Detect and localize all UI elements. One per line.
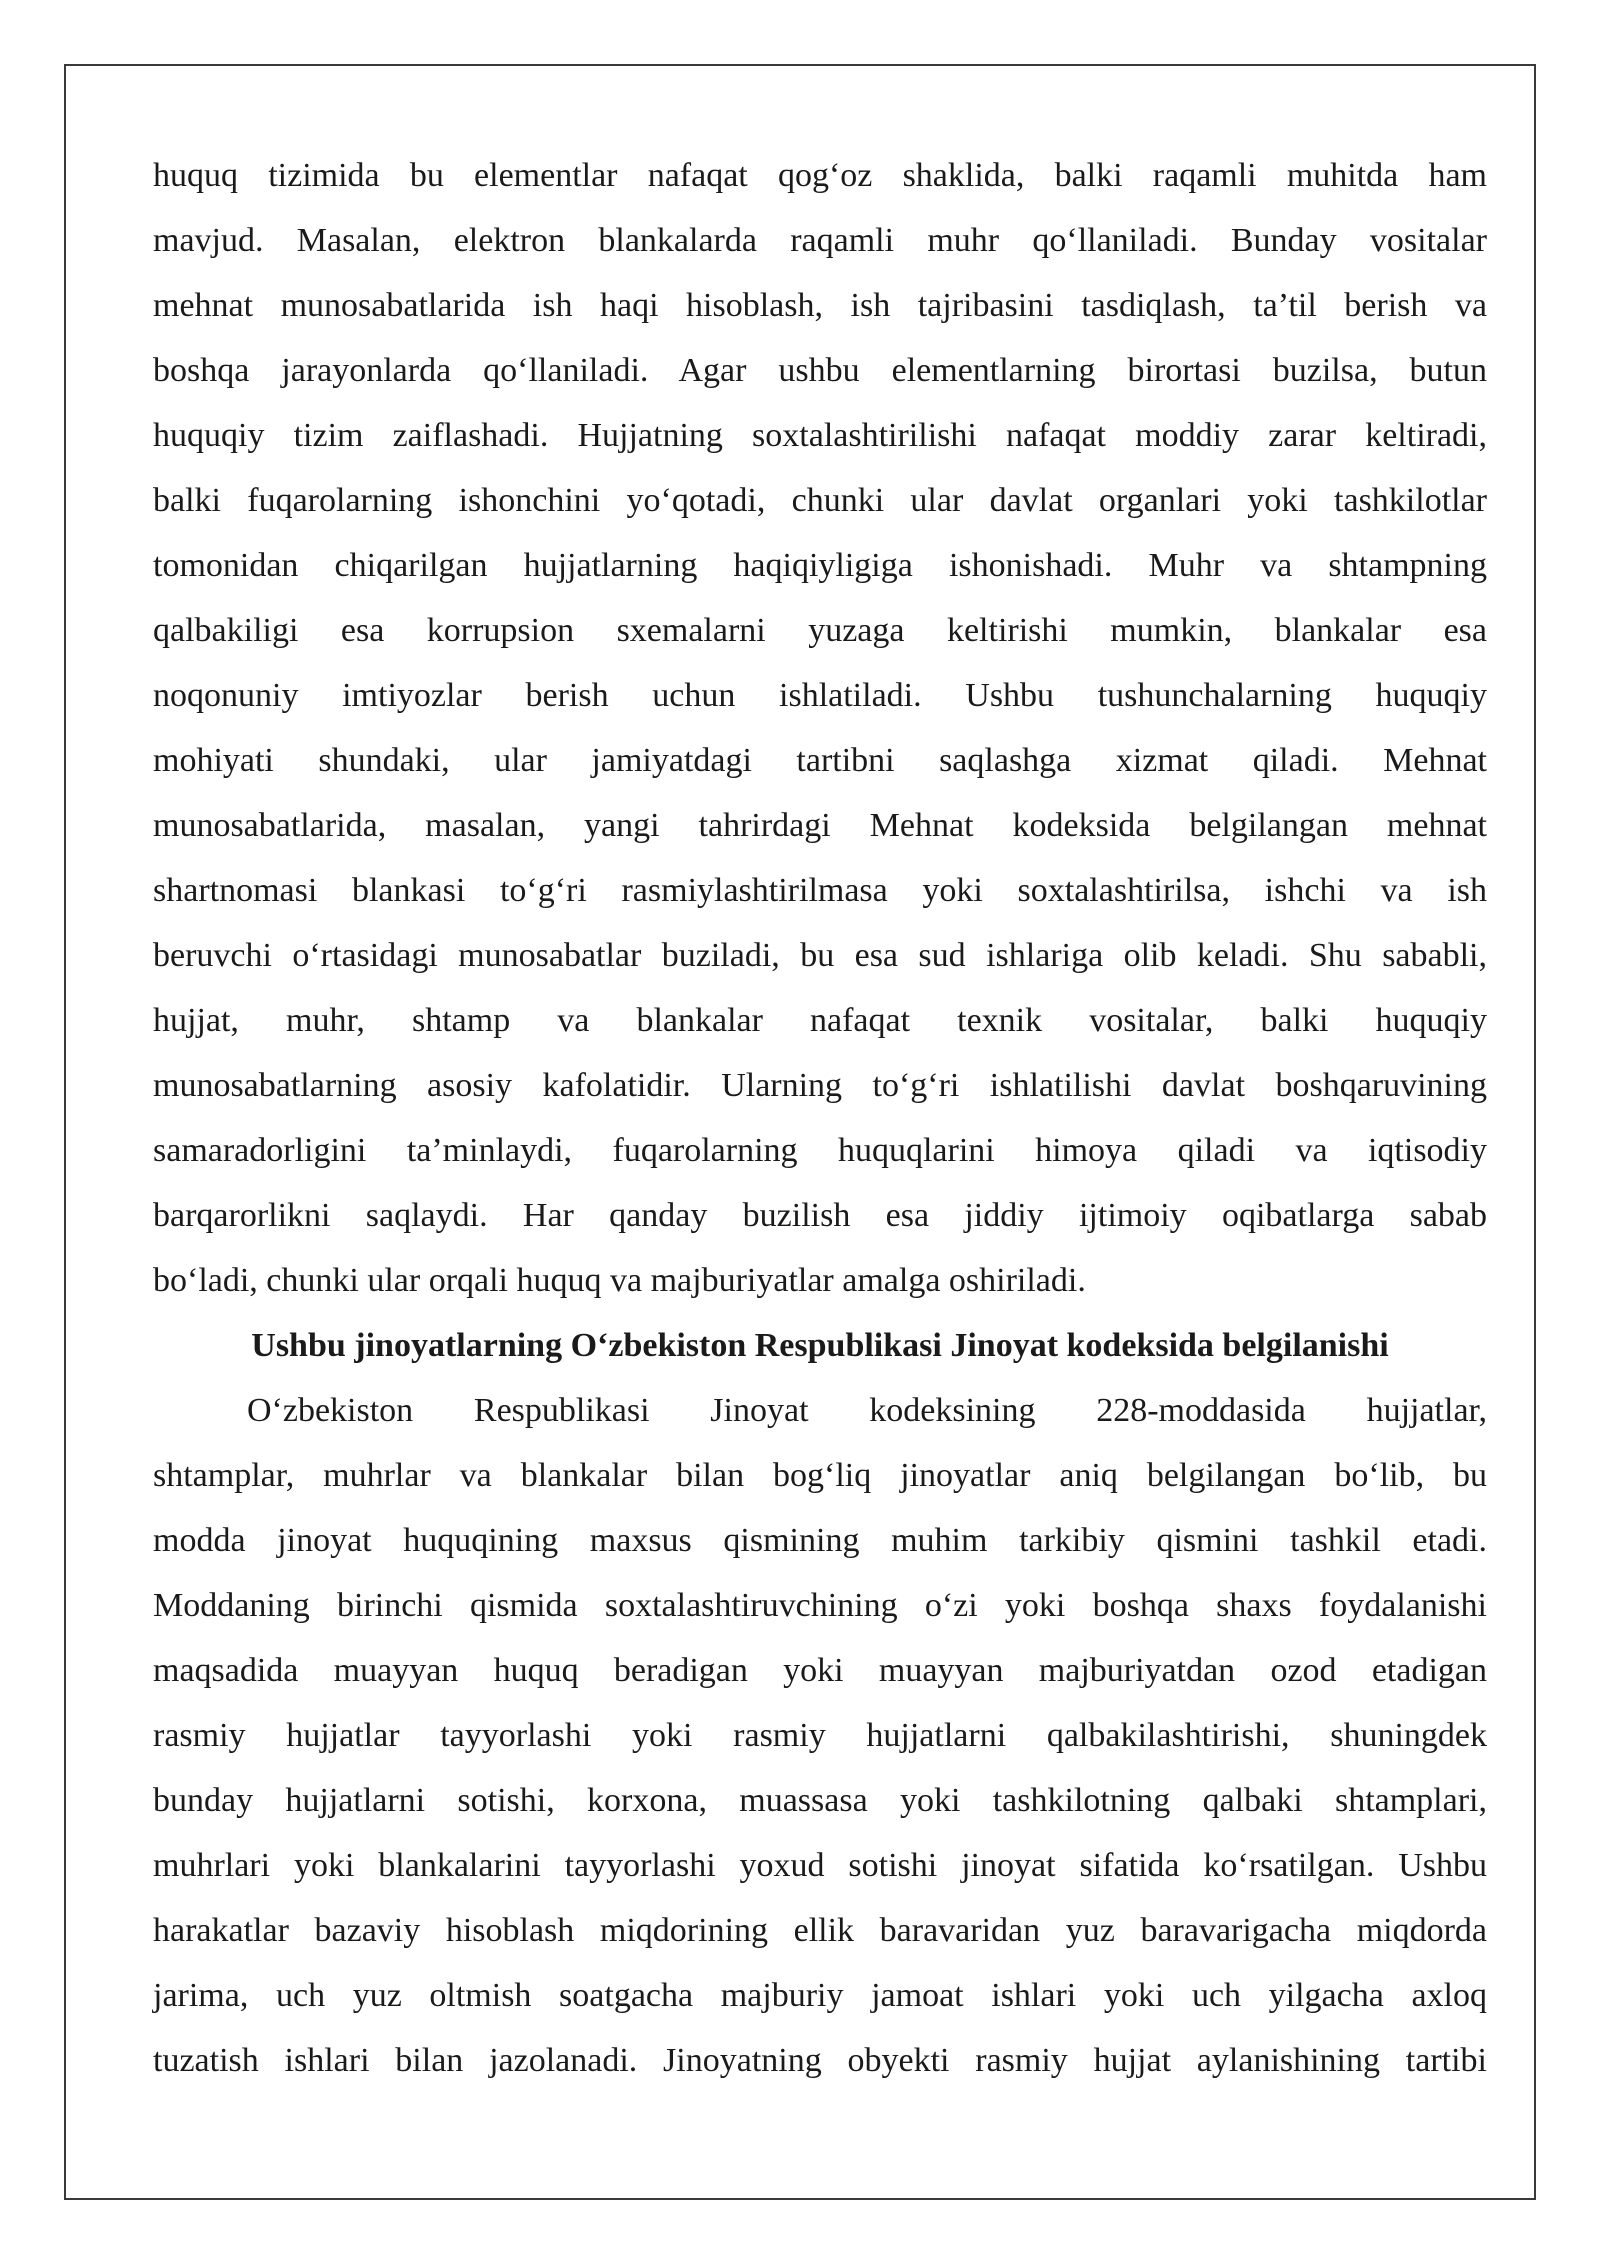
text-line: harakatlar bazaviy hisoblash miqdorining ellik baravaridan yuz baravarigacha miqdorda — [153, 1912, 1487, 1949]
text-line: huquq tizimida bu elementlar nafaqat qog‘oz shaklida, balki raqamli muhitda ham — [153, 157, 1487, 194]
text-line: modda jinoyat huquqining maxsus qismining muhim tarkibiy qismini tashkil etadi. — [153, 1522, 1487, 1559]
text-line: shtamplar, muhrlar va blankalar bilan bog‘liq jinoyatlar aniq belgilangan bo‘lib, bu — [153, 1457, 1487, 1494]
text-line: qalbakiligi esa korrupsion sxemalarni yuzaga keltirishi mumkin, blankalar esa — [153, 612, 1487, 649]
text-line: Moddaning birinchi qismida soxtalashtiruvchining o‘zi yoki boshqa shaxs foydalanishi — [153, 1587, 1487, 1624]
text-line: munosabatlarning asosiy kafolatidir. Ularning to‘g‘ri ishlatilishi davlat boshqaruvining — [153, 1067, 1487, 1104]
text-line: samaradorligini ta’minlaydi, fuqarolarning huquqlarini himoya qiladi va iqtisodiy — [153, 1132, 1487, 1169]
text-line: bo‘ladi, chunki ular orqali huquq va majburiyatlar amalga oshiriladi. — [153, 1262, 1086, 1299]
text-line: munosabatlarida, masalan, yangi tahrirdagi Mehnat kodeksida belgilangan mehnat — [153, 807, 1487, 844]
paragraph-1 — [153, 143, 1487, 1313]
text-line: mavjud. Masalan, elektron blankalarda raqamli muhr qo‘llaniladi. Bunday vositalar — [153, 222, 1487, 259]
text-line: tomonidan chiqarilgan hujjatlarning haqiqiyligiga ishonishadi. Muhr va shtampning — [153, 547, 1487, 584]
text-line: huquqiy tizim zaiflashadi. Hujjatning soxtalashtirilishi nafaqat moddiy zarar keltiradi, — [153, 417, 1487, 454]
text-line: beruvchi o‘rtasidagi munosabatlar buziladi, bu esa sud ishlariga olib keladi. Shu sababli, — [153, 937, 1487, 974]
text-line: O‘zbekiston Respublikasi Jinoyat kodeksining 228-moddasida hujjatlar, — [247, 1392, 1487, 1429]
text-line: balki fuqarolarning ishonchini yo‘qotadi, chunki ular davlat organlari yoki tashkilotlar — [153, 482, 1487, 519]
text-line: tuzatish ishlari bilan jazolanadi. Jinoyatning obyekti rasmiy hujjat aylanishining tartibi — [153, 2042, 1487, 2079]
text-line: bunday hujjatlarni sotishi, korxona, muassasa yoki tashkilotning qalbaki shtamplari, — [153, 1782, 1487, 1819]
paragraph-2 — [153, 1378, 1487, 2093]
text-line: rasmiy hujjatlar tayyorlashi yoki rasmiy hujjatlarni qalbakilashtirishi, shuningdek — [153, 1717, 1487, 1754]
text-line: shartnomasi blankasi to‘g‘ri rasmiylashtirilmasa yoki soxtalashtirilsa, ishchi va ish — [153, 872, 1487, 909]
text-line: muhrlari yoki blankalarini tayyorlashi yoxud sotishi jinoyat sifatida ko‘rsatilgan. Ushbu — [153, 1847, 1487, 1884]
text-line: barqarorlikni saqlaydi. Har qanday buzilish esa jiddiy ijtimoiy oqibatlarga sabab — [153, 1197, 1487, 1234]
text-line: noqonuniy imtiyozlar berish uchun ishlatiladi. Ushbu tushunchalarning huquqiy — [153, 677, 1487, 714]
text-line: mehnat munosabatlarida ish haqi hisoblash, ish tajribasini tasdiqlash, ta’til berish va — [153, 287, 1487, 324]
text-line: jarima, uch yuz oltmish soatgacha majburiy jamoat ishlari yoki uch yilgacha axloq — [153, 1977, 1487, 2014]
text-line: boshqa jarayonlarda qo‘llaniladi. Agar ushbu elementlarning birortasi buzilsa, butun — [153, 352, 1487, 389]
section-heading: Ushbu jinoyatlarning O‘zbekiston Respublikasi Jinoyat kodeksida belgilanishi — [251, 1327, 1389, 1364]
text-line: mohiyati shundaki, ular jamiyatdagi tartibni saqlashga xizmat qiladi. Mehnat — [153, 742, 1487, 779]
document-body — [153, 143, 1487, 2093]
text-line: maqsadida muayyan huquq beradigan yoki muayyan majburiyatdan ozod etadigan — [153, 1652, 1487, 1689]
text-line: hujjat, muhr, shtamp va blankalar nafaqat texnik vositalar, balki huquqiy — [153, 1002, 1487, 1039]
